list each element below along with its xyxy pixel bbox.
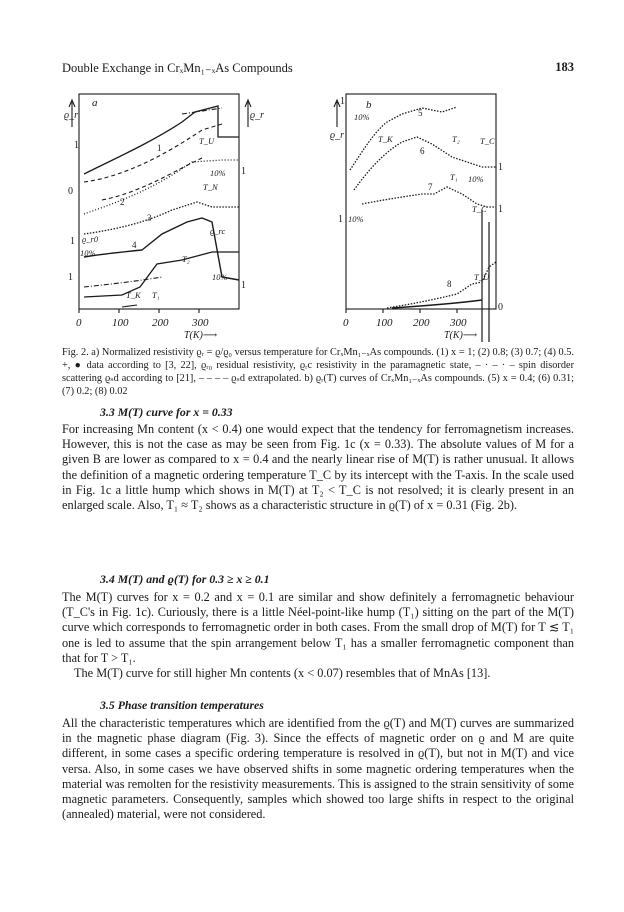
panel-b-mark-TU: T_U	[474, 272, 490, 282]
panel-a-scale-mark-1: 10%	[210, 168, 226, 178]
panel-a-left-tick-1: 1	[74, 140, 79, 151]
panel-b-xtick-0: 0	[343, 317, 349, 329]
panel-b-scale-mark: 10%	[468, 174, 484, 184]
panel-a-right-tick-1: 1	[241, 166, 246, 177]
panel-a-xtick-200: 200	[152, 317, 169, 329]
curve-3-label: 3	[147, 213, 152, 223]
panel-b-left-tick-1: 1	[340, 96, 345, 107]
panel-b-label: b	[366, 99, 372, 111]
panel-b-mark-TC-2: T_C	[472, 204, 487, 214]
curve-1-dashdot	[182, 108, 222, 114]
curve-6-label: 6	[420, 146, 425, 156]
panel-b-xtick-300: 300	[450, 317, 467, 329]
mark-TN: T_N	[203, 182, 218, 192]
panel-a-y-label-left: ϱ_r	[64, 110, 78, 121]
panel-b-xtick-100: 100	[376, 317, 393, 329]
panel-b-left-tick-1b: 1	[338, 214, 343, 225]
section-heading-3-5: 3.5 Phase transition temperatures	[100, 698, 264, 712]
panel-a-xtick-100: 100	[112, 317, 129, 329]
mark-rho-rc: ϱ_rc	[210, 226, 226, 236]
mark-T2: T₂	[182, 254, 190, 264]
mark-TK: T_K	[126, 290, 141, 300]
panel-b-right-tick-1b: 1	[498, 204, 503, 215]
section-heading-3-3: 3.3 M(T) curve for x = 0.33	[100, 405, 233, 419]
curve-8-lower	[392, 300, 482, 308]
panel-b-text	[330, 96, 503, 341]
panel-a-left-tick-1c: 1	[68, 272, 73, 283]
curve-4-label: 4	[132, 240, 137, 250]
curve-7-label: 7	[428, 182, 433, 192]
panel-a-marker-line	[122, 305, 137, 307]
panel-b-x-axis-label: T(K)⟶	[444, 330, 478, 341]
section-heading-3-4: 3.4 M(T) and ϱ(T) for 0.3 ≥ x ≥ 0.1	[100, 572, 270, 586]
panel-a-left-tick-1b: 1	[70, 236, 75, 247]
mark-TU: T_U	[199, 136, 215, 146]
figure-2-svg	[62, 82, 574, 344]
paragraph-3-3: For increasing Mn content (x < 0.4) one would expect that the tendency for ferromagnetism increases. However, this is not the case as may be seen from Fig. 1c (x = 0.33). The absolute values of M for a given B are lower as compared to x = 0.4 and the nearly linear rise of M(T) is rather unusual. It allows the definition of a magnetic ordering temperature T_C by its intercept with the T-axis. In the scale used in Fig. 1c a little hump which shows in M(T) at T₂ < T_C is not resolved; it is clearly present in an enlarged scale. Also, T₁ ≈ T₂ shows as a characteristic structure in ϱ(T) of x = 0.31 (Fig. 2b).	[62, 422, 574, 513]
panel-a-xtick-300: 300	[192, 317, 209, 329]
panel-b-scale-left-2: 10%	[348, 214, 364, 224]
paragraph-3-4-b: The M(T) curve for still higher Mn contents (x < 0.07) resembles that of MnAs [13].	[74, 666, 491, 680]
paragraph-3-4-a: The M(T) curves for x = 0.2 and x = 0.1 are similar and show definitely a ferromagnetic behaviour (T_C's in Fig. 1c). Curiously, there is a little Néel-point-like hump (T₁) sitting on the part of the M(T) curve which corresponds to ferromagnetic order in both cases. From the small drop of M(T) for T ≲ T₁ one is led to assume that the spin arrangement below T₁ has a smaller ferromagnetic component than that for T > T₁.	[62, 590, 574, 665]
panel-b-right-tick-0: 0	[498, 302, 503, 313]
curve-4-sd	[84, 277, 162, 287]
page-number: 183	[555, 60, 574, 74]
curve-2-dashed	[102, 158, 202, 200]
panel-a-xtick-0: 0	[76, 317, 82, 329]
curve-1-label: 1	[157, 143, 162, 153]
curve-8-label: 8	[447, 279, 452, 289]
panel-b-mark-TC: T_C	[480, 136, 495, 146]
panel-a-scale-left: 10%	[80, 248, 96, 258]
curve-1	[84, 106, 239, 174]
panel-b-xtick-200: 200	[413, 317, 430, 329]
running-title: Double Exchange in CrₓMn₁₋ₓAs Compounds	[62, 61, 293, 75]
panel-b-right-tick-1: 1	[498, 162, 503, 173]
panel-a-scale-mark-2: 10%	[212, 272, 228, 282]
figure-caption: Fig. 2. a) Normalized resistivity ϱᵣ = ϱ/ϱ₀ versus temperature for CrₓMn₁₋ₓAs compounds. (1) x = 1; (2) 0.8; (3) 0.7; (4) 0.5. +, ● data according to [3, 22], ϱᵣ₀ residual resistivity, ϱᵣc resistivity in the paramagnetic state, – · – · – spin disorder scattering ϱₛd according to [21], – – – – ϱₛd extrapolated. b) ϱᵣ(T) curves of CrₓMn₁₋ₓAs compounds. (5) x = 0.4; (6) 0.31; (7) 0.2; (8) 0.02	[62, 347, 574, 398]
panel-a-y-label-right: ϱ_r	[250, 110, 264, 121]
panel-b-scale-left-1: 10%	[354, 112, 370, 122]
panel-b-y-label-left: ϱ_r	[330, 130, 344, 141]
figure-2	[62, 82, 574, 344]
panel-a-right-tick-1b: 1	[241, 280, 246, 291]
panel-a-label: a	[92, 97, 98, 109]
curve-1-dashed	[84, 124, 222, 182]
panel-a-left-tick-0: 0	[68, 186, 73, 197]
mark-rho-r0: ϱ_r0	[82, 234, 99, 244]
curve-5-label: 5	[418, 108, 423, 118]
panel-b-mark-TK: T_K	[378, 134, 393, 144]
mark-T1: T₁	[152, 290, 160, 300]
panel-a-x-axis-label: T(K)⟶	[184, 330, 218, 341]
panel-b-mark-T2: T₂	[452, 134, 460, 144]
panel-b-mark-T1: T₁	[450, 172, 458, 182]
paragraph-3-5: All the characteristic temperatures which are identified from the ϱ(T) and M(T) curves are summarized in the magnetic phase diagram (Fig. 3). Since the effects of magnetic order on ϱ and M are quite different, in some cases a specific ordering temperature is resolved in ϱ(T), but not in M(T) and vice versa. Also, in some cases we have observed shifts in some magnetic ordering temperatures when the material was remolten for the resistivity measurements. This is assigned to the strain sensitivity of some magnetic parameters. Consequently, samples which showed too large shifts in respect to the original (annealed) material, were not considered.	[62, 716, 574, 822]
curve-2-label: 2	[120, 197, 125, 207]
